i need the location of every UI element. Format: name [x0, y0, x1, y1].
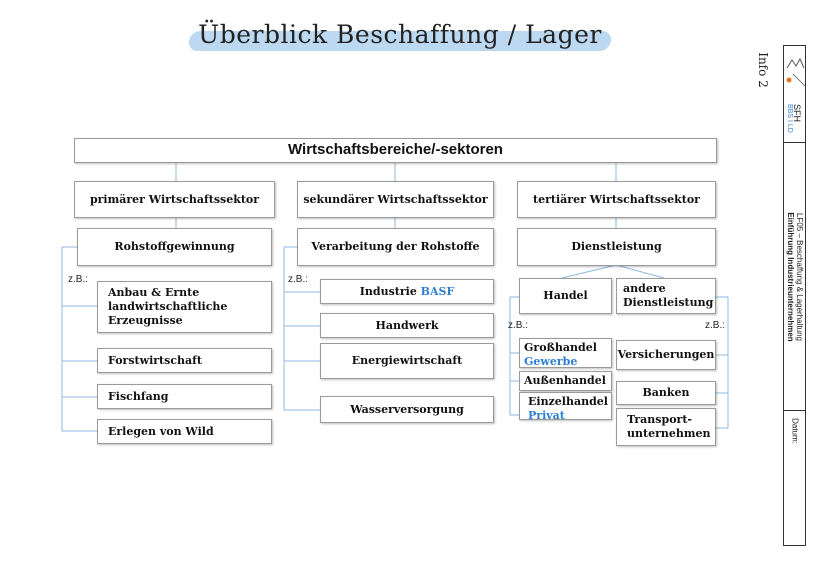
sidebar-frame — [783, 45, 806, 546]
primary-example-3 — [97, 384, 272, 409]
course-line2: Einführung Industrieunternehmen — [785, 211, 795, 342]
sidebar-course-section — [784, 143, 805, 411]
secondary-example-handwerk — [320, 313, 494, 338]
sector-tertiary-text: tertiärer Wirtschaftssektor — [533, 192, 700, 206]
handel-box — [519, 278, 612, 314]
primary-example-4 — [97, 419, 272, 444]
handel-text: Handel — [543, 289, 588, 303]
transport-text: Transport-unternehmen — [627, 413, 711, 440]
einzelhandel-text: Einzelhandel — [528, 395, 608, 408]
primary-example-1 — [97, 281, 272, 333]
industrie-example-text: BASF — [420, 284, 455, 298]
aussenhandel-text: Außenhandel — [524, 374, 606, 388]
info-label — [752, 50, 774, 90]
zb-label-secondary: z.B.: — [288, 274, 309, 285]
zb-label-andere: z.B.: — [705, 320, 726, 331]
wasser-text: Wasserversorgung — [350, 402, 464, 416]
grosshandel-box — [519, 338, 612, 368]
title-container — [185, 20, 615, 54]
course-line1: LF05 – Beschaffung & Lagerhaltung — [794, 212, 804, 341]
andere-dienstleistung-box — [616, 278, 716, 314]
header-box — [74, 138, 717, 163]
level2-primary-box — [77, 228, 272, 266]
andere-dienstleistung-text: andere Dienstleistung — [623, 282, 714, 309]
banken-box — [616, 381, 716, 405]
page-title: Überblick Beschaffung / Lager — [198, 20, 602, 49]
aussenhandel-box — [519, 371, 612, 391]
date-label: Datum: — [790, 418, 800, 444]
course-title — [785, 212, 803, 341]
transport-box — [616, 408, 716, 446]
primary-example-3-text: Fischfang — [108, 389, 169, 403]
banken-text: Banken — [642, 386, 690, 400]
level2-primary-text: Rohstoffgewinnung — [114, 240, 235, 254]
sector-secondary-box — [297, 181, 494, 218]
secondary-example-energie — [320, 343, 494, 379]
secondary-example-wasser — [320, 396, 494, 423]
zb-label-primary: z.B.: — [68, 274, 89, 285]
school-logo-icon — [784, 54, 807, 94]
industrie-text: Industrie — [359, 284, 417, 298]
primary-example-2 — [97, 348, 272, 373]
einzelhandel-box — [519, 392, 612, 420]
secondary-example-industrie — [320, 279, 494, 304]
logo-bottom-text: BBS I LD — [786, 104, 793, 133]
level2-secondary-text: Verarbeitung der Rohstoffe — [311, 240, 480, 254]
level2-tertiary-box — [517, 228, 716, 266]
grosshandel-text: Großhandel — [524, 341, 597, 354]
sector-tertiary-box — [517, 181, 716, 218]
energie-text: Energiewirtschaft — [351, 354, 463, 368]
sidebar-date-section — [784, 411, 805, 451]
info-label-text: Info 2 — [756, 52, 770, 88]
sector-primary-box — [74, 181, 275, 218]
sidebar-logo-section — [784, 46, 805, 143]
level2-tertiary-text: Dienstleistung — [571, 240, 662, 254]
zb-label-handel: z.B.: — [508, 320, 529, 331]
handwerk-text: Handwerk — [375, 318, 439, 332]
sector-primary-text: primärer Wirtschaftssektor — [89, 192, 260, 206]
header-box-text: Wirtschaftsbereiche/-sektoren — [288, 141, 503, 159]
versicherungen-text: Versicherungen — [617, 348, 715, 362]
primary-example-2-text: Forstwirtschaft — [108, 353, 202, 367]
primary-example-4-text: Erlegen von Wild — [108, 424, 214, 438]
versicherungen-box — [616, 340, 716, 370]
sector-secondary-text: sekundärer Wirtschaftssektor — [303, 192, 488, 206]
level2-secondary-box — [297, 228, 494, 266]
grosshandel-note-text: Gewerbe — [524, 354, 578, 368]
einzelhandel-note-text: Privat — [528, 408, 565, 422]
logo-top-text: SFH — [792, 104, 802, 122]
primary-example-1-text: Anbau & Ernte landwirtschaftliche Erzeugnisse — [108, 286, 228, 327]
